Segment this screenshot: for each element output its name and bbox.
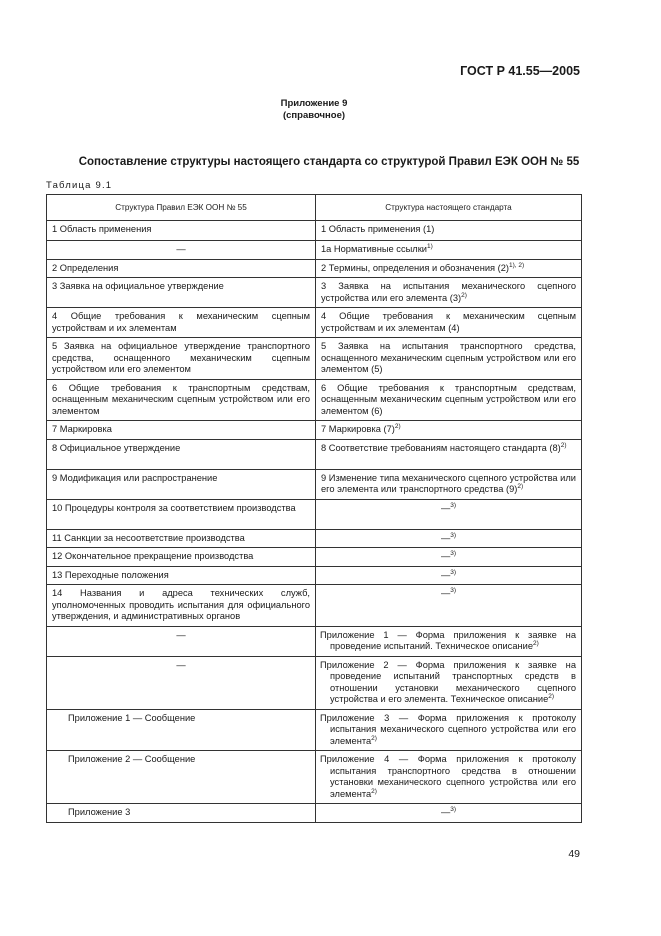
row-standard-section: 5 Заявка на испытания транспортного средства, оснащенного механическим сцепным устройством или его элементом (5)	[316, 338, 582, 380]
row-standard-section: —$^{3)}$	[316, 585, 582, 627]
table-header-row	[47, 195, 582, 221]
row-un-section: 11 Санкции за несоответствие производства	[47, 529, 316, 548]
row-un-section: Приложение 3	[47, 804, 316, 823]
row-standard-section: 9 Изменение типа механического сцепного устройства или его элемента или транспортного средства $(9)^{2)}$	[316, 469, 582, 499]
row-un-section: 1 Область применения	[47, 221, 316, 241]
table-row	[47, 241, 582, 260]
table-row	[47, 529, 582, 548]
table-row	[47, 709, 582, 751]
row-standard-section: 2 Термины, определения и обозначения $(2)^{1), 2)}$	[316, 259, 582, 278]
row-un-section: —	[47, 656, 316, 709]
table-row	[47, 259, 582, 278]
page-number: 49	[568, 848, 580, 860]
table-row	[47, 308, 582, 338]
row-un-section: 6 Общие требования к транспортным средствам, оснащенным механическим сцепным устройством или его элементом	[47, 379, 316, 421]
table-caption: Таблица 9.1	[46, 180, 113, 191]
table-row	[47, 548, 582, 567]
row-standard-section: 1 Область применения (1)	[316, 221, 582, 241]
table-row	[47, 566, 582, 585]
row-standard-section: —$^{3)}$	[316, 804, 582, 823]
appendix-title: Приложение 9	[280, 98, 348, 109]
row-un-section: Приложение 2 — Сообщение	[47, 751, 316, 804]
table-row	[47, 379, 582, 421]
row-un-section: 9 Модификация или распространение	[47, 469, 316, 499]
table-row	[47, 656, 582, 709]
row-un-section: 2 Определения	[47, 259, 316, 278]
table-row	[47, 221, 582, 241]
document-heading: Сопоставление структуры настоящего стандарта со структурой Правил ЕЭК ООН № 55	[78, 156, 580, 168]
row-standard-section: —$^{3)}$	[316, 548, 582, 567]
row-standard-section: —$^{3)}$	[316, 499, 582, 529]
row-un-section: 10 Процедуры контроля за соответствием производства	[47, 499, 316, 529]
row-un-section: 3 Заявка на официальное утверждение	[47, 278, 316, 308]
row-standard-section: Приложение 3 — Форма приложения к протоколу испытания механического сцепного устройства или его элемента$^{2)}$	[316, 709, 582, 751]
row-un-section: —	[47, 241, 316, 260]
row-un-section: 4 Общие требования к механическим сцепным устройствам и их элементам	[47, 308, 316, 338]
row-standard-section: —$^{3)}$	[316, 566, 582, 585]
row-un-section: —	[47, 626, 316, 656]
comparison-table	[46, 194, 582, 823]
row-un-section: 8 Официальное утверждение	[47, 439, 316, 469]
row-un-section: 7 Маркировка	[47, 421, 316, 440]
row-standard-section: 6 Общие требования к транспортным средствам, оснащенным механическим сцепным устройством или его элементом (6)	[316, 379, 582, 421]
row-un-section: 5 Заявка на официальное утверждение транспортного средства, оснащенного механическим сцепным устройством или его элементом	[47, 338, 316, 380]
row-standard-section: 1а Нормативные ссылки$^{1)}$	[316, 241, 582, 260]
row-standard-section: 3 Заявка на испытания механического сцепного устройства или его элемента $(3)^{2)}$	[316, 278, 582, 308]
table-row	[47, 804, 582, 823]
row-un-section: 14 Названия и адреса технических служб, уполномоченных проводить испытания для официального утверждения, и административных органов	[47, 585, 316, 627]
row-un-section: 13 Переходные положения	[47, 566, 316, 585]
header-un-rules-structure: Структура Правил ЕЭК ООН № 55	[47, 195, 316, 221]
row-standard-section: 8 Соответствие требованиям настоящего стандарта $(8)^{2)}$	[316, 439, 582, 469]
table-row	[47, 469, 582, 499]
table-row	[47, 421, 582, 440]
row-standard-section: Приложение 2 — Форма приложения к заявке на проведение испытаний транспортных средств в отношении установки механического сцепного устройства и его элемента. Техническое описание$^{2)}$	[316, 656, 582, 709]
row-standard-section: 4 Общие требования к механическим сцепным устройствам и их элементам (4)	[316, 308, 582, 338]
row-standard-section: Приложение 4 — Форма приложения к протоколу испытания транспортного средства в отношении установки механического сцепного устройства или его элемента$^{2)}$	[316, 751, 582, 804]
table-row	[47, 585, 582, 627]
table-row	[47, 626, 582, 656]
table-row	[47, 278, 582, 308]
row-standard-section: —$^{3)}$	[316, 529, 582, 548]
table-row	[47, 338, 582, 380]
table-row	[47, 439, 582, 469]
appendix-note: (справочное)	[282, 110, 346, 121]
document-code: ГОСТ Р 41.55—2005	[460, 64, 580, 78]
row-standard-section: Приложение 1 — Форма приложения к заявке на проведение испытаний. Техническое описание$^{2)}$	[316, 626, 582, 656]
table-row	[47, 499, 582, 529]
row-un-section: Приложение 1 — Сообщение	[47, 709, 316, 751]
row-un-section: 12 Окончательное прекращение производства	[47, 548, 316, 567]
header-standard-structure: Структура настоящего стандарта	[316, 195, 582, 221]
table-row	[47, 751, 582, 804]
row-standard-section: 7 Маркировка $(7)^{2)}$	[316, 421, 582, 440]
